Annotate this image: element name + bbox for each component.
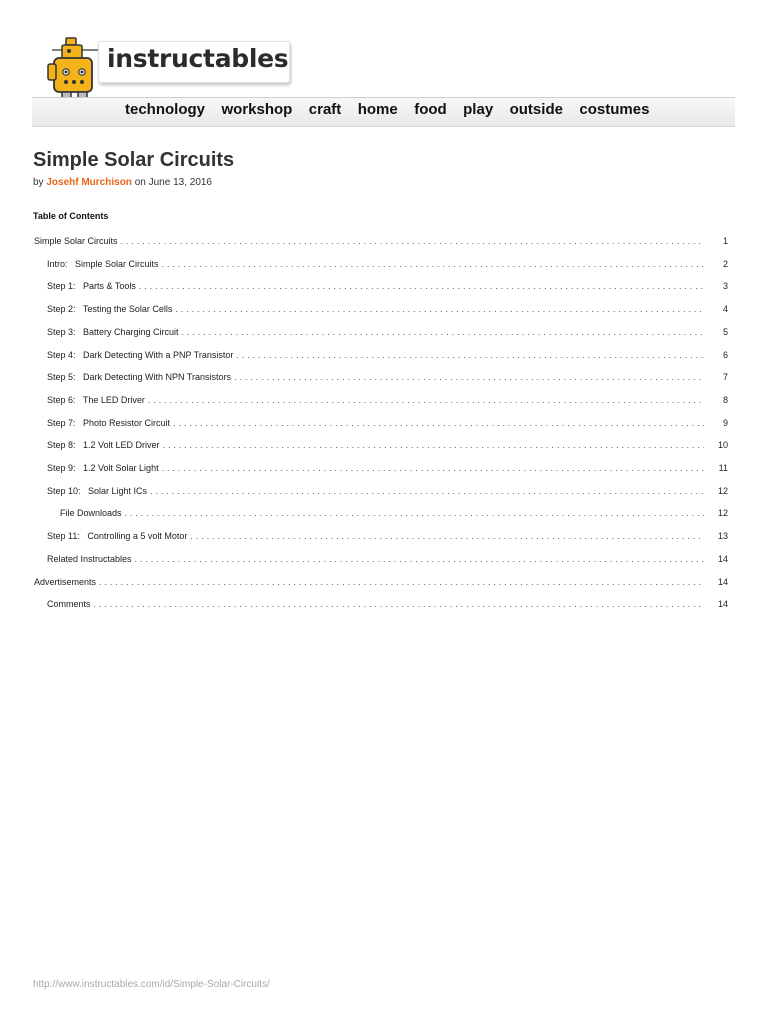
toc-dot-leader xyxy=(99,577,704,587)
toc-entry[interactable] xyxy=(0,281,728,295)
toc-entry[interactable] xyxy=(0,350,728,364)
site-header xyxy=(0,0,768,140)
toc-entry[interactable] xyxy=(0,418,728,432)
nav-item-outside[interactable]: outside xyxy=(509,101,563,118)
byline-on: on xyxy=(134,177,146,188)
toc-entry[interactable] xyxy=(0,372,728,386)
byline-by: by xyxy=(33,177,44,188)
toc-entry-page: 1 xyxy=(722,236,728,246)
toc-entry-page: 12 xyxy=(717,508,728,519)
author-link[interactable]: Josehf Murchison xyxy=(46,177,132,188)
toc-entry[interactable] xyxy=(0,327,728,341)
toc-entry-page: 13 xyxy=(717,531,728,542)
toc-entry-label: Step 8: 1.2 Volt LED Driver xyxy=(47,440,160,451)
toc-entry-label: Step 6: The LED Driver xyxy=(47,394,145,405)
toc-entry[interactable] xyxy=(0,395,728,409)
toc-entry-page: 6 xyxy=(722,349,728,360)
toc-entry-label: Step 2: Testing the Solar Cells xyxy=(47,304,173,315)
toc-dot-leader xyxy=(121,236,704,246)
toc-dot-leader xyxy=(173,418,704,428)
toc-entry[interactable] xyxy=(0,440,728,454)
nav-item-costumes[interactable]: costumes xyxy=(579,101,650,118)
toc-entry-label: Simple Solar Circuits xyxy=(34,236,118,246)
toc-entry-page: 7 xyxy=(722,372,728,383)
toc-entry[interactable] xyxy=(0,486,728,500)
toc-entry[interactable] xyxy=(0,599,728,613)
toc-entry[interactable] xyxy=(0,259,728,273)
toc-entry-page: 9 xyxy=(722,417,728,428)
toc-dot-leader xyxy=(175,304,704,314)
toc-entry-page: 5 xyxy=(722,326,728,337)
toc-dot-leader xyxy=(236,350,704,360)
publish-date: June 13, 2016 xyxy=(148,177,212,188)
toc-dot-leader xyxy=(125,508,704,518)
nav-item-play[interactable]: play xyxy=(463,101,494,118)
toc-dot-leader xyxy=(234,372,704,382)
toc-entry-label: Related Instructables xyxy=(47,553,132,564)
nav-list xyxy=(125,101,661,119)
toc-entry-label: Intro: Simple Solar Circuits xyxy=(47,258,159,269)
toc-entry-page: 11 xyxy=(718,463,728,473)
toc-entry-page: 12 xyxy=(717,485,728,496)
nav-item-workshop[interactable]: workshop xyxy=(221,101,293,118)
toc-entry[interactable] xyxy=(0,463,728,477)
toc-dot-leader xyxy=(163,440,704,450)
toc-heading: Table of Contents xyxy=(33,211,109,221)
toc-dot-leader xyxy=(135,554,704,564)
toc-dot-leader xyxy=(162,463,704,473)
toc-entry[interactable] xyxy=(0,577,728,591)
toc-entry-label: Comments xyxy=(47,599,91,610)
toc-entry-page: 8 xyxy=(722,394,728,405)
toc-entry-label: Step 5: Dark Detecting With NPN Transistors xyxy=(47,372,232,383)
toc-entry-label: Step 4: Dark Detecting With a PNP Transistor xyxy=(47,349,234,360)
toc-dot-leader xyxy=(182,327,704,337)
toc-entry[interactable] xyxy=(0,304,728,318)
logo-box[interactable] xyxy=(98,41,290,83)
toc-entry[interactable] xyxy=(0,531,728,545)
toc-dot-leader xyxy=(190,531,704,541)
toc-entry-label: Step 1: Parts & Tools xyxy=(47,281,136,292)
nav-item-food[interactable]: food xyxy=(414,101,447,118)
nav-item-craft[interactable]: craft xyxy=(308,101,342,118)
toc-dot-leader xyxy=(162,259,704,269)
toc-entry-label: Step 7: Photo Resistor Circuit xyxy=(47,417,171,428)
logo-text: instructables xyxy=(107,44,289,73)
toc-dot-leader xyxy=(94,599,704,609)
toc-entry-page: 14 xyxy=(717,599,728,610)
page-title: Simple Solar Circuits xyxy=(33,149,235,171)
toc-entry-page: 3 xyxy=(722,281,728,292)
toc-dot-leader xyxy=(139,281,704,291)
byline xyxy=(33,177,212,188)
toc-dot-leader xyxy=(148,395,704,405)
toc-entry-page: 2 xyxy=(722,258,728,269)
toc-entry-label: Advertisements xyxy=(34,576,97,587)
nav-item-technology[interactable]: technology xyxy=(125,101,206,118)
toc-entry-page: 14 xyxy=(717,553,728,564)
toc-entry-label: Step 3: Battery Charging Circuit xyxy=(47,326,179,337)
toc-entry-label: Step 11: Controlling a 5 volt Motor xyxy=(47,531,188,542)
toc-entry-page: 4 xyxy=(722,304,728,315)
toc-dot-leader xyxy=(150,486,704,496)
category-nav xyxy=(32,97,735,127)
footer-url[interactable]: http://www.instructables.com/id/Simple-Solar-Circuits/ xyxy=(33,979,270,990)
toc-entry-label: Step 9: 1.2 Volt Solar Light xyxy=(47,463,159,473)
toc-entry[interactable] xyxy=(0,554,728,568)
toc-entry-label: File Downloads xyxy=(60,508,122,519)
toc-entry[interactable] xyxy=(0,508,728,522)
toc-entry[interactable] xyxy=(0,236,728,250)
nav-item-home[interactable]: home xyxy=(357,101,398,118)
toc-entry-page: 14 xyxy=(717,576,728,587)
toc-entry-page: 10 xyxy=(717,440,728,451)
toc-entry-label: Step 10: Solar Light ICs xyxy=(47,485,148,496)
